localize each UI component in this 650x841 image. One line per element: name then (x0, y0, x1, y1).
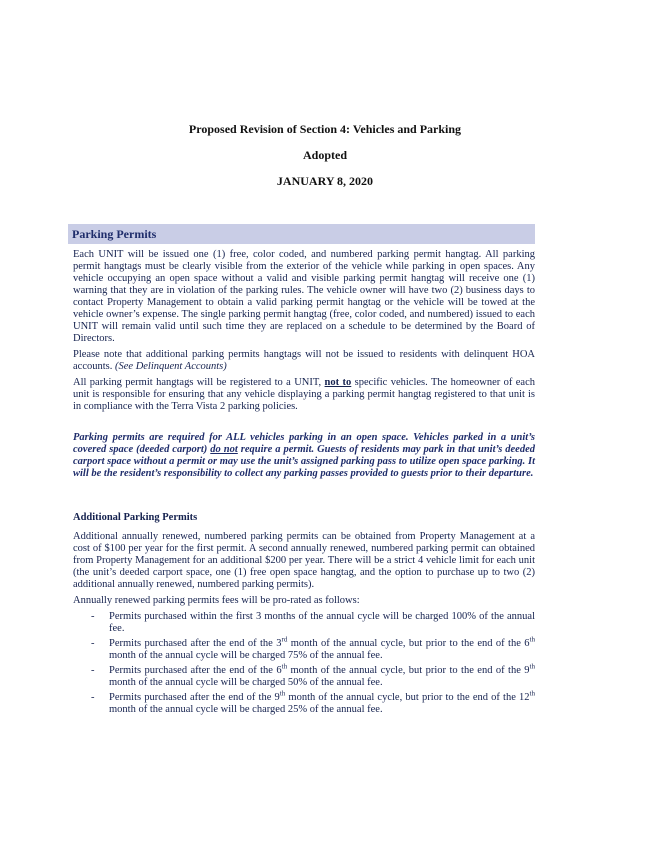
list-dash: - (91, 638, 95, 649)
section-heading-bar (68, 224, 535, 244)
paragraph-registration (73, 377, 535, 413)
list-item (73, 662, 535, 689)
list-item (73, 689, 535, 716)
fee-text: month of the annual cycle, but prior to the end of the 6 (287, 638, 530, 649)
ordinal-suffix: th (529, 662, 535, 671)
paragraph-hangtag-issuance: Each UNIT will be issued one (1) free, color coded, and numbered parking permit hangtag. All parking permit hangtags must be clearly visible from the exterior of the vehicle while parking in open spaces. Any vehicle occupying an open space without a valid and visible parking permit hangtag will receive one (1) warning that they are in violation of the parking rules. The vehicle owner will have two (2) business days to contact Property Management to obtain a valid parking permit hangtag or the vehicle will be towed at the vehicle owner’s expense. The single parking permit hangtag (free, color coded, and numbered) issued to each UNIT will remain valid until such time they are replaced on a schedule to be determined by the Board of Directors. (73, 249, 535, 344)
list-dash: - (91, 692, 95, 703)
section-heading-parking-permits: Parking Permits (72, 227, 157, 241)
ordinal-suffix: th (529, 689, 535, 698)
paragraph-additional-cost: Additional annually renewed, numbered parking permits can be obtained from Property Management at a cost of $100 per year for the first permit. A second annually renewed, numbered parking permit can obtained from Property Management for an additional $200 per year. There will be a strict 4 vehicle limit for each unit (the unit’s deeded carport space, one (1) free open space hangtag, and the option to purchase up to two (2) additional annually renewed, numbered parking permits). (73, 531, 535, 590)
delinquent-text: Please note that additional parking permits hangtags will not be issued to residents with delinquent HOA accounts. (73, 349, 535, 372)
notice-text-b: require a permit. Guests of residents may park in that unit’s deeded carport space without a permit or may use the unit’s assigned parking pass to utilize open space parking. It will be the resident’s responsibility to collect any parking passes provided to guests prior to their departure. (73, 444, 536, 479)
prorate-fee-list (73, 611, 535, 716)
list-item (73, 635, 535, 662)
fee-text: month of the annual cycle will be charged 75% of the annual fee. (109, 650, 383, 661)
document-title: Proposed Revision of Section 4: Vehicles and Parking (188, 122, 462, 136)
ordinal-suffix: th (529, 635, 535, 644)
registration-text-b: specific vehicles. The homeowner of each unit is responsible for ensuring that any vehicle displaying a parking permit hangtag registered to that unit is in compliance with the Terra Vista 2 parking policies. (73, 377, 535, 412)
section-heading-additional-permits: Additional Parking Permits (73, 512, 198, 523)
fee-rule-100: Permits purchased within the first 3 months of the annual cycle will be charged 100% of the annual fee. (109, 611, 535, 634)
ordinal-suffix: th (279, 689, 286, 698)
fee-text: month of the annual cycle, but prior to the end of the 9 (287, 665, 530, 676)
registration-text-a: All parking permit hangtags will be registered to a UNIT, (73, 377, 325, 388)
delinquent-accounts-reference: (See Delinquent Accounts) (115, 361, 227, 372)
ordinal-suffix: rd (281, 635, 288, 644)
fee-text: Permits purchased after the end of the 6 (109, 665, 282, 676)
registration-emphasis: not to (324, 377, 352, 388)
list-dash: - (91, 611, 95, 622)
notice-emphasis: do not (210, 444, 238, 455)
adoption-date: JANUARY 8, 2020 (276, 174, 374, 188)
paragraph-prorate-intro: Annually renewed parking permits fees will be pro-rated as follows: (73, 595, 360, 606)
fee-rule-25 (109, 689, 535, 715)
additional-permits-body (73, 531, 535, 719)
notice-text-a: Parking permits are required for ALL vehicles parking in an open space. Vehicles parked in a unit’s covered space (deeded carport) (73, 432, 535, 455)
adoption-status: Adopted (302, 148, 347, 162)
fee-rule-75 (109, 635, 535, 661)
fee-text: month of the annual cycle will be charged 50% of the annual fee. (109, 677, 383, 688)
ordinal-suffix: th (281, 662, 288, 671)
fee-rule-50 (109, 662, 535, 688)
fee-text: Permits purchased after the end of the 3 (109, 638, 282, 649)
open-space-notice (73, 432, 535, 480)
list-dash: - (91, 665, 95, 676)
fee-text: Permits purchased after the end of the 9 (109, 692, 280, 703)
list-item (73, 611, 535, 635)
parking-permits-body (73, 249, 535, 417)
paragraph-delinquent-accounts (73, 349, 535, 373)
fee-text: month of the annual cycle, but prior to the end of the 12 (285, 692, 530, 703)
fee-text: month of the annual cycle will be charged 25% of the annual fee. (109, 704, 383, 715)
